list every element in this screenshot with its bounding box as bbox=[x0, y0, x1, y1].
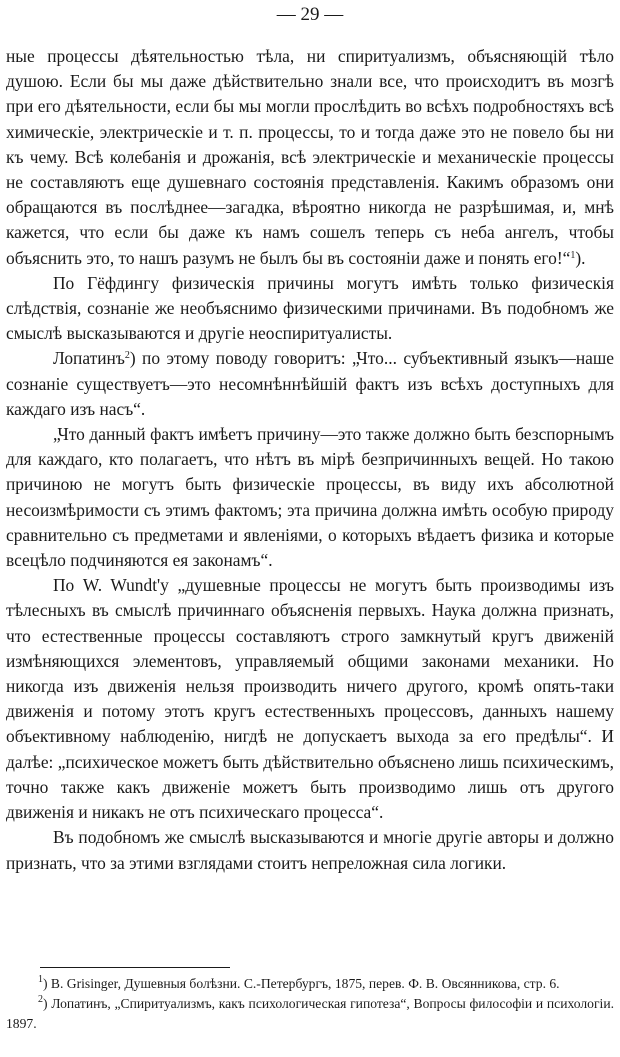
footnote-2 bbox=[6, 994, 614, 1034]
paragraph-wundt: По W. Wundt'у „душевные процессы не могутъ быть производимы изъ тѣлесныхъ въ смыслѣ причиннаго объясненія первыхъ. Наука должна признать, что естественные процессы составляютъ строго замкнутый кругъ движеній измѣняющихся элементовъ, управляемый общими законами механики. Но никогда изъ движенія нельзя производить ничего другого, кромѣ опять-таки движенія и потому этотъ кругъ естественныхъ процессовъ, данныхъ нашему объективному наблюденію, нигдѣ не допускаетъ выхода за его предѣлы“. И далѣе: „психическое можетъ быть дѣйствительно объяснено лишь психическимъ, точно также какъ движеніе можетъ быть производимо лишь отъ другого движенія и никакъ не отъ психическаго процесса“. bbox=[6, 575, 614, 823]
paragraph-lopatin bbox=[6, 346, 614, 422]
paragraph-text: ные процессы дѣятельностью тѣла, ни спиритуализмъ, объясняющій тѣло душою. Если бы мы даже дѣйствительно знали все, что происходитъ въ мозгѣ при его дѣятельности, если бы мы могли прослѣдить во всѣхъ подробностяхъ всѣ химическіе, электрическіе и т. п. процессы, то и тогда даже это не повело бы ни къ чему. Всѣ колебанія и дрожанія, всѣ электрическіе и механическіе процессы не составляютъ еще душевнаго состоянія представленія. Какимъ образомъ они обращаются въ послѣднее—загадка, вѣроятно никогда не разрѣшимая, и, мнѣ кажется, что если бы даже къ намъ сошелъ теперь съ неба ангелъ, чтобы объяснить это, то нашъ разумъ не былъ бы въ состояніи даже и понять его!“ bbox=[6, 46, 614, 268]
paragraph-tail: ). bbox=[575, 247, 586, 268]
main-text bbox=[6, 44, 614, 876]
paragraph-text: Лопатинъ bbox=[53, 348, 125, 369]
footnote-1 bbox=[6, 974, 614, 994]
footnote-text: ) Лопатинъ, „Спиритуализмъ, какъ психологическая гипотеза“, Вопросы философіи и психологіи. 1897. bbox=[6, 996, 614, 1031]
footnote-ref[interactable]: 2 bbox=[124, 350, 130, 362]
paragraph-continued bbox=[6, 44, 614, 271]
footnote-divider bbox=[40, 967, 230, 968]
footnote-number: 1 bbox=[38, 974, 43, 985]
footnote-ref[interactable]: 1 bbox=[570, 249, 576, 261]
paragraph-tail: ) по этому поводу говоритъ: „Что... субъективный языкъ—наше сознаніе существуетъ—это несомнѣннѣйшій фактъ изъ всѣхъ доступныхъ для каждаго изъ насъ“. bbox=[6, 348, 614, 419]
page-number: — 29 — bbox=[276, 4, 344, 25]
paragraph-hoeffding: По Гёфдингу физическія причины могутъ имѣть только физическія слѣдствія, сознаніе же необъяснимо физическими причинами. Въ подобномъ же смыслѣ высказываются и другіе неоспиритуалисты. bbox=[6, 272, 614, 344]
footnotes bbox=[6, 974, 614, 1034]
footnote-text: ) В. Grisinger, Душевныя болѣзни. С.-Петербургъ, 1875, перев. Ф. В. Овсянникова, стр. 6. bbox=[43, 976, 560, 991]
footnote-number: 2 bbox=[38, 994, 43, 1005]
paragraph-conclusion: Въ подобномъ же смыслѣ высказываются и многіе другіе авторы и должно признать, что за этими взглядами стоитъ непреложная сила логики. bbox=[6, 827, 614, 873]
paragraph-quote: „Что данный фактъ имѣетъ причину—это также должно быть безспорнымъ для каждаго, кто полагаетъ, что нѣтъ въ мірѣ безпричинныхъ вещей. Но такою причиною не могутъ быть физическіе процессы, въ виду ихъ абсолютной несоизмѣримости съ этимъ фактомъ; эта причина должна имѣть особую природу сравнительно съ предметами и явленіями, о которыхъ вѣдаетъ физика и которые всецѣло подчиняются ея законамъ“. bbox=[6, 424, 614, 571]
